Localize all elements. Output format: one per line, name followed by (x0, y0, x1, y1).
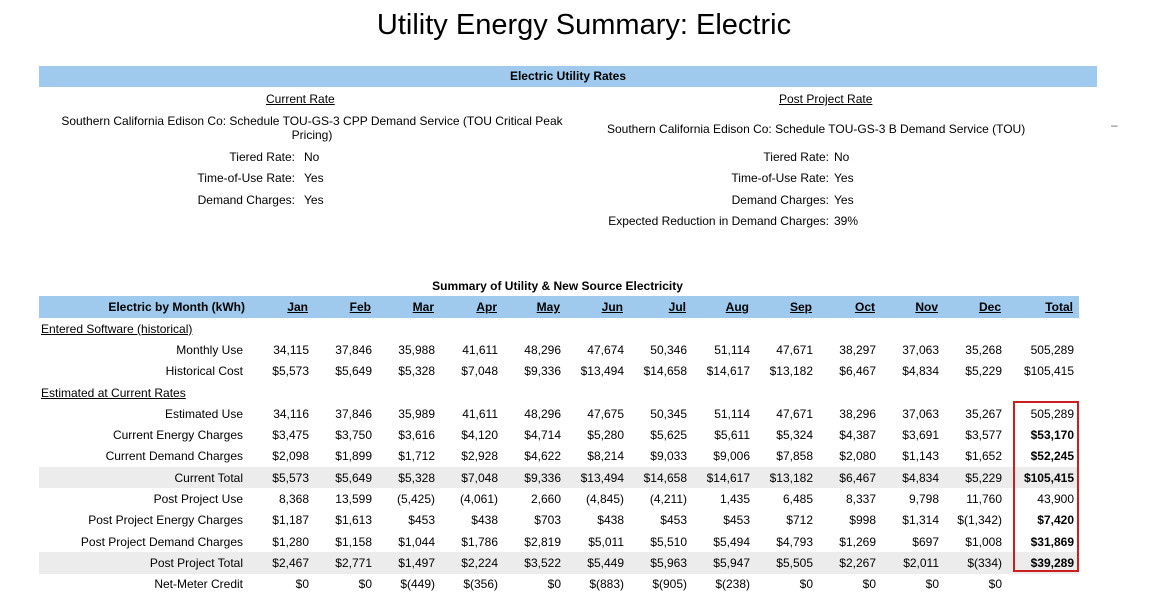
value-cell: $9,336 (524, 364, 561, 379)
post-demand-value: Yes (834, 193, 854, 207)
month-header-sep: Sep (755, 296, 818, 318)
value-cell: $998 (849, 513, 876, 528)
value-cell: 37,063 (902, 342, 939, 357)
value-cell: $2,224 (440, 552, 503, 573)
value-cell: $453 (408, 513, 435, 528)
value-cell: 35,267 (965, 406, 1002, 421)
value-cell: 50,345 (650, 406, 687, 421)
value-cell: $6,467 (839, 364, 876, 379)
page-title: Utility Energy Summary: Electric (376, 9, 792, 41)
highlight-box (1013, 401, 1079, 572)
row-label: Current Energy Charges (112, 428, 243, 443)
table-row (39, 531, 1079, 552)
post-project-rate-heading: Post Project Rate (779, 92, 873, 106)
post-tou-value: Yes (834, 171, 854, 185)
value-cell: $(334) (944, 552, 1007, 573)
current-tou-value: Yes (304, 171, 324, 185)
value-cell: $5,510 (650, 534, 687, 549)
table-row (39, 552, 1079, 573)
total-cell: $39,289 (1007, 552, 1079, 573)
value-cell: $3,577 (965, 428, 1002, 443)
value-cell: $(1,342) (957, 513, 1002, 528)
value-cell: $3,522 (503, 552, 566, 573)
value-cell: $1,712 (398, 449, 435, 464)
header-label: Electric by Month (kWh) (39, 296, 251, 318)
value-cell: $1,314 (902, 513, 939, 528)
value-cell: $5,947 (692, 552, 755, 573)
value-cell: 47,674 (587, 342, 624, 357)
post-demand-label: Demand Charges: (731, 193, 829, 207)
value-cell: $1,044 (398, 534, 435, 549)
value-cell: $9,033 (650, 449, 687, 464)
month-header-total: Total (1007, 296, 1079, 318)
value-cell: 9,798 (908, 492, 939, 507)
value-cell: $5,229 (965, 364, 1002, 379)
value-cell: 37,063 (902, 406, 939, 421)
row-label: Estimated Use (164, 406, 243, 421)
month-header-nov: Nov (881, 296, 944, 318)
value-cell: $9,336 (503, 467, 566, 488)
value-cell: 13,599 (335, 492, 372, 507)
value-cell: 51,114 (714, 406, 750, 421)
row-label: Post Project Energy Charges (88, 513, 243, 528)
table-row (39, 574, 1079, 595)
value-cell: $(883) (589, 577, 624, 592)
value-cell: $13,494 (566, 467, 629, 488)
post-tiered-label: Tiered Rate: (763, 150, 829, 164)
value-cell: $703 (534, 513, 561, 528)
month-header-oct: Oct (818, 296, 881, 318)
value-cell: 48,296 (524, 342, 561, 357)
value-cell: $5,328 (398, 364, 435, 379)
value-cell: $3,750 (335, 428, 372, 443)
value-cell: $453 (723, 513, 750, 528)
value-cell: $2,819 (524, 534, 561, 549)
total-cell: 505,289 (1030, 342, 1074, 357)
value-cell: $13,494 (580, 364, 624, 379)
table-row (39, 446, 1079, 467)
value-cell: 37,846 (335, 342, 372, 357)
value-cell: $5,625 (650, 428, 687, 443)
value-cell: $5,573 (251, 467, 314, 488)
value-cell: $438 (471, 513, 498, 528)
month-header-mar: Mar (377, 296, 440, 318)
value-cell: 47,671 (776, 342, 813, 357)
total-cell: $53,170 (1030, 428, 1074, 443)
table-row (39, 510, 1079, 531)
value-cell: $0 (295, 577, 309, 592)
post-project-rate-description: Southern California Edison Co: Schedule TOU-GS-3 B Demand Service (TOU) (607, 122, 1026, 136)
value-cell: $(449) (400, 577, 435, 592)
value-cell: $4,714 (524, 428, 561, 443)
month-header-aug: Aug (692, 296, 755, 318)
row-label: Post Project Use (153, 492, 243, 507)
table-row (39, 424, 1079, 445)
value-cell: $1,008 (965, 534, 1002, 549)
value-cell: $2,467 (251, 552, 314, 573)
value-cell: $7,858 (776, 449, 813, 464)
value-cell: $9,006 (713, 449, 750, 464)
value-cell: $3,475 (272, 428, 309, 443)
value-cell: $0 (358, 577, 372, 592)
value-cell: $8,214 (587, 449, 624, 464)
value-cell: $14,658 (643, 364, 687, 379)
value-cell: $5,328 (377, 467, 440, 488)
value-cell: 6,485 (782, 492, 813, 507)
value-cell: 35,989 (398, 406, 435, 421)
value-cell: $0 (925, 577, 939, 592)
current-tiered-label: Tiered Rate: (229, 150, 295, 164)
value-cell: $5,494 (713, 534, 750, 549)
total-cell: 43,900 (1037, 492, 1074, 507)
value-cell: $5,011 (588, 534, 624, 549)
current-rate-description: Southern California Edison Co: Schedule TOU-GS-3 CPP Demand Service (TOU Critical Peak Pricing) (61, 114, 563, 142)
month-header-dec: Dec (944, 296, 1007, 318)
value-cell: $13,182 (755, 467, 818, 488)
value-cell: 11,760 (966, 492, 1002, 507)
value-cell: $5,611 (714, 428, 750, 443)
table-header-row (39, 296, 1079, 318)
total-cell: 505,289 (1030, 406, 1074, 421)
total-cell: $31,869 (1030, 534, 1074, 549)
value-cell: $2,267 (818, 552, 881, 573)
value-cell: $5,649 (314, 467, 377, 488)
value-cell: (4,845) (585, 492, 624, 507)
section-row (39, 382, 1079, 403)
value-cell: 47,671 (776, 406, 813, 421)
row-label: Net-Meter Credit (154, 577, 243, 592)
value-cell: $5,649 (335, 364, 372, 379)
value-cell: $697 (912, 534, 939, 549)
value-cell: $0 (547, 577, 561, 592)
table-row (39, 403, 1079, 424)
value-cell: $2,928 (461, 449, 498, 464)
value-cell: $4,387 (839, 428, 876, 443)
current-tou-label: Time-of-Use Rate: (197, 171, 295, 185)
value-cell: $(238) (715, 577, 750, 592)
value-cell: $1,786 (461, 534, 498, 549)
month-header-jun: Jun (566, 296, 629, 318)
row-label: Historical Cost (165, 364, 243, 379)
value-cell: $2,771 (314, 552, 377, 573)
value-cell: 35,268 (965, 342, 1002, 357)
value-cell: $7,048 (440, 467, 503, 488)
value-cell: $1,899 (335, 449, 372, 464)
value-cell: $1,158 (335, 534, 372, 549)
row-label: Monthly Use (176, 342, 243, 357)
value-cell: $4,834 (881, 467, 944, 488)
month-header-jul: Jul (629, 296, 692, 318)
current-demand-value: Yes (304, 193, 324, 207)
row-label: Current Demand Charges (105, 449, 243, 464)
month-header-feb: Feb (314, 296, 377, 318)
value-cell: $1,269 (839, 534, 876, 549)
month-header-may: May (503, 296, 566, 318)
rates-header-bar: Electric Utility Rates (39, 66, 1097, 87)
value-cell: $5,449 (566, 552, 629, 573)
value-cell: 34,116 (273, 406, 309, 421)
summary-title: Summary of Utility & New Source Electricity (432, 279, 683, 293)
value-cell: $14,658 (629, 467, 692, 488)
value-cell: $(905) (652, 577, 687, 592)
value-cell: $1,280 (272, 534, 309, 549)
row-label: Current Total (39, 467, 251, 488)
value-cell: $14,617 (706, 364, 750, 379)
value-cell: (4,211) (649, 492, 687, 507)
table-row (39, 488, 1079, 509)
value-cell: $4,793 (776, 534, 813, 549)
value-cell: 38,297 (839, 342, 876, 357)
value-cell: 50,346 (650, 342, 687, 357)
value-cell: $6,467 (818, 467, 881, 488)
value-cell: 37,846 (335, 406, 372, 421)
row-label: Post Project Total (39, 552, 251, 573)
post-reduction-value: 39% (834, 214, 859, 228)
total-cell: $52,245 (1030, 449, 1074, 464)
month-header-apr: Apr (440, 296, 503, 318)
value-cell: 47,675 (587, 406, 624, 421)
value-cell: 1,435 (719, 492, 750, 507)
total-cell: $7,420 (1037, 513, 1074, 528)
electricity-summary-table (39, 296, 1079, 595)
total-cell (1007, 574, 1079, 595)
value-cell: $0 (988, 577, 1002, 592)
value-cell: $5,963 (629, 552, 692, 573)
value-cell: $2,011 (881, 552, 944, 573)
total-cell: $105,415 (1023, 364, 1074, 379)
value-cell: $5,573 (272, 364, 309, 379)
value-cell: $1,143 (902, 449, 939, 464)
value-cell: 2,660 (530, 492, 561, 507)
value-cell: $2,080 (839, 449, 876, 464)
section-label: Estimated at Current Rates (41, 385, 186, 400)
value-cell: 41,611 (462, 406, 498, 421)
value-cell: $5,229 (944, 467, 1007, 488)
total-cell: $105,415 (1007, 467, 1079, 488)
current-rate-heading: Current Rate (266, 92, 335, 106)
value-cell: 48,296 (524, 406, 561, 421)
current-demand-label: Demand Charges: (197, 193, 295, 207)
post-tou-label: Time-of-Use Rate: (731, 171, 829, 185)
value-cell: (4,061) (459, 492, 498, 507)
section-label: Entered Software (historical) (41, 321, 193, 336)
table-row (39, 339, 1079, 360)
value-cell: $5,505 (755, 552, 818, 573)
value-cell: $3,616 (398, 428, 435, 443)
value-cell: $14,617 (692, 467, 755, 488)
value-cell: $2,098 (272, 449, 309, 464)
value-cell: $5,280 (587, 428, 624, 443)
value-cell: $1,652 (965, 449, 1002, 464)
value-cell: $712 (786, 513, 813, 528)
table-row (39, 467, 1079, 488)
post-tiered-value: No (834, 150, 850, 164)
row-label: Post Project Demand Charges (80, 534, 243, 549)
value-cell: $1,613 (335, 513, 372, 528)
value-cell: $0 (862, 577, 876, 592)
value-cell: 8,337 (845, 492, 876, 507)
value-cell: (5,425) (396, 492, 435, 507)
current-tiered-value: No (304, 150, 320, 164)
value-cell: 38,296 (839, 406, 876, 421)
side-mark: – (1111, 118, 1118, 132)
value-cell: 35,988 (398, 342, 435, 357)
value-cell: $13,182 (769, 364, 813, 379)
value-cell: $3,691 (902, 428, 939, 443)
table-row (39, 361, 1079, 382)
value-cell: $1,497 (377, 552, 440, 573)
value-cell: 34,115 (273, 342, 309, 357)
value-cell: $4,834 (902, 364, 939, 379)
value-cell: $453 (660, 513, 687, 528)
section-row (39, 318, 1079, 339)
value-cell: $7,048 (461, 364, 498, 379)
value-cell: 41,611 (462, 342, 498, 357)
value-cell: $4,120 (461, 428, 498, 443)
month-header-jan: Jan (251, 296, 314, 318)
value-cell: $1,187 (272, 513, 309, 528)
post-reduction-label: Expected Reduction in Demand Charges: (608, 214, 829, 228)
value-cell: $5,324 (776, 428, 813, 443)
value-cell: 51,114 (714, 342, 750, 357)
value-cell: $0 (799, 577, 813, 592)
value-cell: $4,622 (524, 449, 561, 464)
value-cell: $(356) (463, 577, 498, 592)
value-cell: 8,368 (278, 492, 309, 507)
value-cell: $438 (597, 513, 624, 528)
